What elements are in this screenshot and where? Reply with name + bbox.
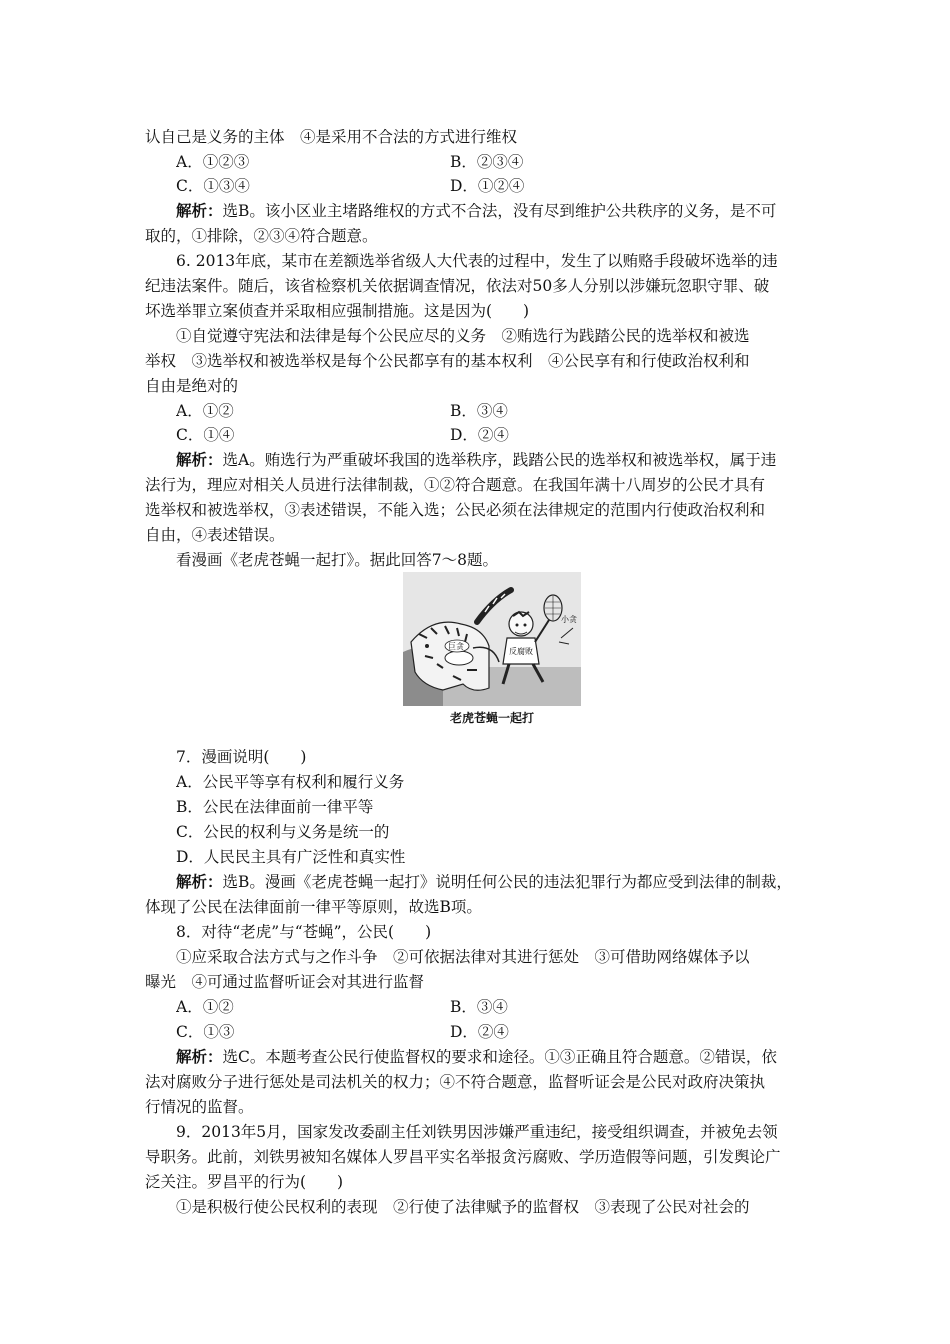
text-line: 选举权和被选举权，③表述错误，不能入选；公民必须在法律规定的范围内行使政治权利和 bbox=[145, 501, 766, 519]
label-small-corruption: 小贪 bbox=[561, 615, 577, 624]
text-line: 曝光 ④可通过监督听证会对其进行监督 bbox=[145, 973, 425, 991]
analysis-text: 选B。漫画《老虎苍蝇一起打》说明任何公民的违法犯罪行为都应受到法律的制裁， bbox=[222, 873, 792, 891]
text-line: 法行为，理应对相关人员进行法律制裁，①②符合题意。在我国年满十八周岁的公民才具有 bbox=[145, 476, 766, 494]
option-d: D．②④ bbox=[450, 1023, 509, 1041]
comic-intro: 看漫画《老虎苍蝇一起打》。据此回答7～8题。 bbox=[176, 551, 498, 569]
option-b: B．公民在法律面前一律平等 bbox=[176, 798, 374, 816]
option-b: B．②③④ bbox=[450, 153, 524, 171]
option-a: A．公民平等享有权利和履行义务 bbox=[176, 773, 405, 791]
analysis-text: 选A。贿选行为严重破坏我国的选举秩序，践踏公民的选举权和被选举权，属于违 bbox=[222, 451, 777, 469]
question-8: 8．对待“老虎”与“苍蝇”，公民( ) bbox=[176, 923, 432, 941]
option-d: D．人民民主具有广泛性和真实性 bbox=[176, 848, 406, 866]
option-d: D．①②④ bbox=[450, 177, 525, 195]
text-line: 导职务。此前，刘铁男被知名媒体人罗昌平实名举报贪污腐败、学历造假等问题，引发舆论广 bbox=[145, 1148, 781, 1166]
option-a: A．①② bbox=[176, 998, 234, 1016]
analysis-line bbox=[176, 199, 844, 223]
statement-line: ①应采取合法方式与之作斗争 ②可依据法律对其进行惩处 ③可借助网络媒体予以 bbox=[176, 948, 750, 966]
analysis-label: 解析： bbox=[176, 873, 223, 891]
text-line: 纪违法案件。随后，该省检察机关依据调查情况，依法对50多人分别以涉嫌玩忽职守罪、破 bbox=[145, 277, 770, 295]
option-c: C．①④ bbox=[176, 426, 235, 444]
option-a: A．①② bbox=[176, 402, 234, 420]
analysis-line bbox=[176, 870, 844, 894]
text-line: 取的，①排除，②③④符合题意。 bbox=[145, 227, 378, 245]
question-6: 6. 2013年底，某市在差额选举省级人大代表的过程中，发生了以贿赂手段破坏选举的违 bbox=[176, 252, 778, 270]
option-c: C．①③④ bbox=[176, 177, 250, 195]
analysis-line bbox=[176, 1045, 844, 1069]
option-c: C．公民的权利与义务是统一的 bbox=[176, 823, 390, 841]
text-line: 体现了公民在法律面前一律平等原则，故选B项。 bbox=[145, 898, 482, 916]
text-line: 认自己是义务的主体 ④是采用不合法的方式进行维权 bbox=[145, 128, 518, 146]
label-big-corruption: 巨贪 bbox=[448, 642, 464, 651]
text-line: 法对腐败分子进行惩处是司法机关的权力；④不符合题意，监督听证会是公民对政府决策执 bbox=[145, 1073, 766, 1091]
text-line: 举权 ③选举权和被选举权是每个公民都享有的基本权利 ④公民享有和行使政治权利和 bbox=[145, 352, 750, 370]
comic-illustration bbox=[403, 572, 581, 706]
text-line: 自由，④表述错误。 bbox=[145, 526, 285, 544]
label-anti-corruption: 反腐败 bbox=[509, 647, 533, 656]
option-d: D．②④ bbox=[450, 426, 509, 444]
analysis-label: 解析： bbox=[176, 451, 223, 469]
analysis-text: 选B。该小区业主堵路维权的方式不合法，没有尽到维护公共秩序的义务，是不可 bbox=[222, 202, 777, 220]
question-7: 7．漫画说明( ) bbox=[176, 748, 307, 766]
statement-line: ①自觉遵守宪法和法律是每个公民应尽的义务 ②贿选行为践踏公民的选举权和被选 bbox=[176, 327, 750, 345]
statement-line: ①是积极行使公民权利的表现 ②行使了法律赋予的监督权 ③表现了公民对社会的 bbox=[176, 1198, 750, 1216]
question-9: 9．2013年5月，国家发改委副主任刘铁男因涉嫌严重违纪，接受组织调查，并被免去领 bbox=[176, 1123, 778, 1141]
figure-caption: 老虎苍蝇一起打 bbox=[449, 711, 534, 725]
text-line: 自由是绝对的 bbox=[145, 377, 239, 395]
analysis-text: 选C。本题考查公民行使监督权的要求和途径。①③正确且符合题意。②错误，依 bbox=[222, 1048, 777, 1066]
analysis-line bbox=[176, 448, 844, 472]
analysis-label: 解析： bbox=[176, 202, 223, 220]
text-line: 行情况的监督。 bbox=[145, 1098, 254, 1116]
option-c: C．①③ bbox=[176, 1023, 235, 1041]
option-b: B．③④ bbox=[450, 402, 508, 420]
text-line: 坏选举罪立案侦查并采取相应强制措施。这是因为( ) bbox=[145, 302, 530, 320]
text-line: 泛关注。罗昌平的行为( ) bbox=[145, 1173, 344, 1191]
option-b: B．③④ bbox=[450, 998, 508, 1016]
option-a: A．①②③ bbox=[176, 153, 250, 171]
analysis-label: 解析： bbox=[176, 1048, 223, 1066]
